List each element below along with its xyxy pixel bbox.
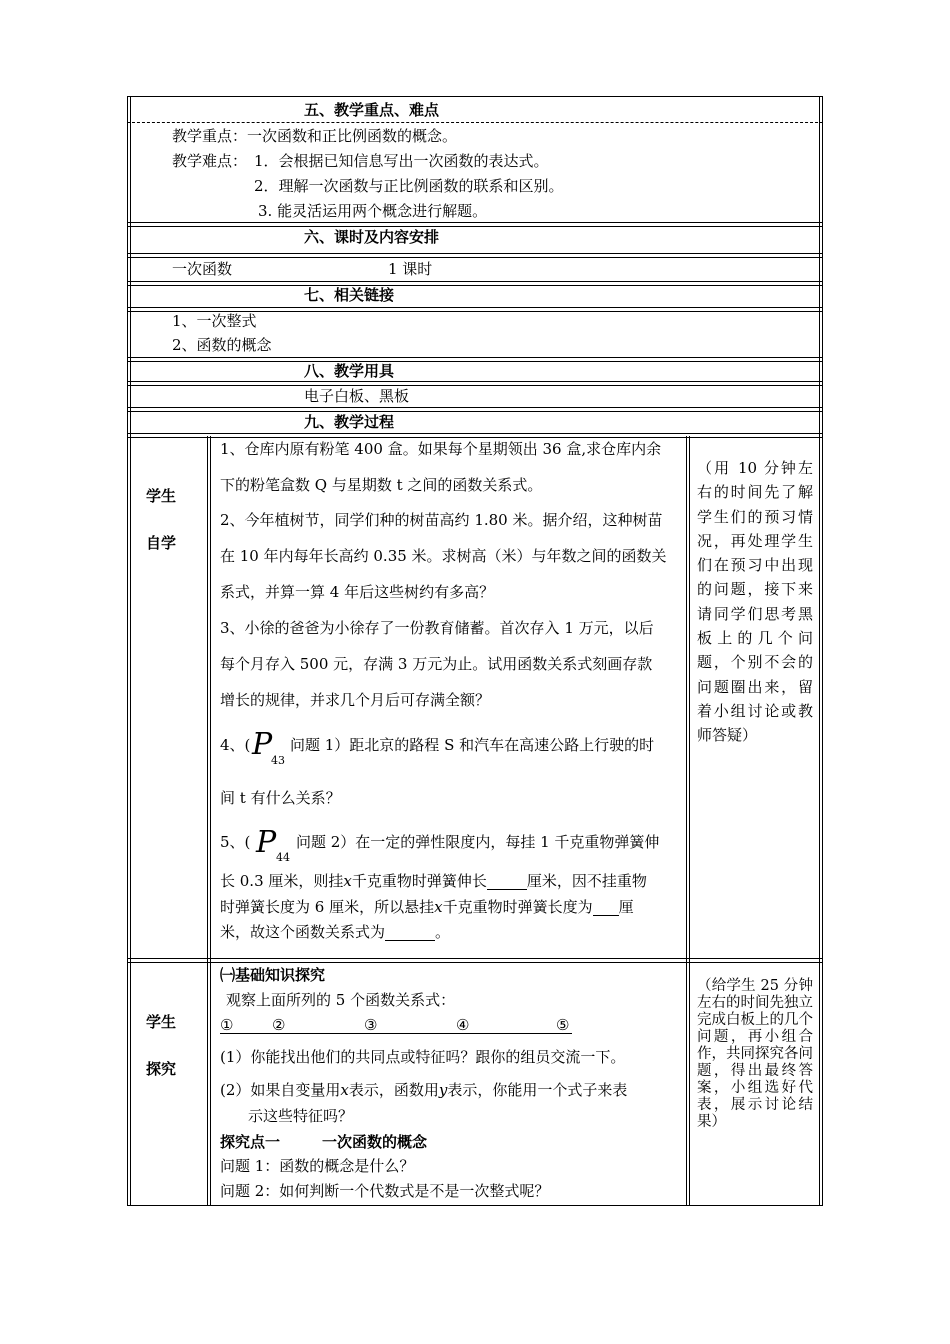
rule-before-s8 <box>127 357 823 362</box>
marker-2: ② <box>272 1016 286 1034</box>
q5-line2-c: 厘米，因不挂重物 <box>526 872 647 890</box>
explore-observe: 观察上面所列的 5 个函数关系式： <box>226 991 456 1009</box>
right-border-outer <box>822 96 823 1206</box>
marker-4: ④ <box>456 1016 470 1034</box>
rule-before-s7 <box>127 281 823 286</box>
q5-line4-a: 米，故这个函数关系式为 <box>220 923 386 941</box>
bottom-rule <box>127 1205 823 1206</box>
q2-line1: 2、今年植树节，同学们种的树苗高约 1.80 米。据介绍，这种树苗 <box>220 511 663 529</box>
col-divider-1a <box>207 436 208 1206</box>
q1-line2: 下的粉笔盒数 Q 与星期数 t 之间的函数关系式。 <box>220 476 543 494</box>
key-point-text: 教学重点：一次函数和正比例函数的概念。 <box>172 127 458 145</box>
rule-after-s8-title <box>127 381 823 386</box>
link-item-2: 2、函数的概念 <box>172 336 272 354</box>
rule-between-rows <box>127 958 823 963</box>
q2-line3: 系式，并算一算 4 年后这些树约有多高？ <box>220 583 495 601</box>
explore-q1: (1）你能找出他们的共同点或特征吗？跟你的组员交流一下。 <box>220 1048 626 1066</box>
explore-label-1: 学生 <box>146 1013 177 1031</box>
explore-point-label: 探究点一 <box>220 1133 281 1151</box>
explore-q2-line2: 示这些特征吗？ <box>248 1107 354 1125</box>
section6-title: 六、课时及内容安排 <box>304 228 440 246</box>
link-item-1: 1、一次整式 <box>172 312 257 330</box>
q5-line3-b: 千克重物时弹簧长度为 <box>442 898 593 916</box>
self-study-note: （用 10 分钟左右的时间先了解学生们的预习情况，再处理学生们在预习中出现的问题，接下来请同学们思考黑板上的几个问题，个别不会的问题圈出来，留着小组讨论或教师答疑） <box>697 459 813 745</box>
q3-line1: 3、小徐的爸爸为小徐存了一份教育储蓄。首次存入 1 万元，以后 <box>220 619 654 637</box>
marker-3: ③ <box>364 1016 378 1034</box>
explore-point-title: 一次函数的概念 <box>322 1133 428 1151</box>
q5-blank-2 <box>593 900 619 916</box>
teaching-tools: 电子白板、黑板 <box>304 387 410 405</box>
section7-title: 七、相关链接 <box>304 286 395 304</box>
q5-line3-a: 时弹簧长度为 6 厘米，所以悬挂 <box>220 898 435 916</box>
marker-1: ① <box>220 1016 234 1034</box>
section5-title: 五、教学重点、难点 <box>304 101 440 119</box>
q1-line1: 1、仓库内原有粉笔 400 盒。如果每个星期领出 36 盒,求仓库内余 <box>220 440 662 458</box>
rule-after-s9-title <box>127 433 823 438</box>
q5-line4 <box>220 925 450 941</box>
difficulty-1: 1．会根据已知信息写出一次函数的表达式。 <box>254 152 549 170</box>
rule-before-s6 <box>127 222 823 227</box>
q5-line2-a: 长 0.3 厘米，则挂 <box>220 872 344 890</box>
explore-problem-1: 问题 1：函数的概念是什么？ <box>220 1157 415 1175</box>
col-divider-2b <box>689 436 690 1206</box>
marker-5: ⑤ <box>556 1016 570 1034</box>
marker-underline <box>220 1033 572 1034</box>
difficulty-2: 2．理解一次函数与正比例函数的联系和区别。 <box>254 177 564 195</box>
explore-q2-x: x <box>340 1081 349 1099</box>
q5-line3-c: 厘 <box>618 898 634 916</box>
explore-q2-a: (2）如果自变量用 <box>220 1081 341 1099</box>
rule-after-s5-title <box>127 122 823 123</box>
self-study-label-2: 自学 <box>146 534 177 552</box>
col-divider-2a <box>686 436 687 1206</box>
p43-symbol: P <box>252 727 273 762</box>
rule-after-s6-title <box>127 253 823 258</box>
q3-line2: 每个月存入 500 元，存满 3 万元为止。试用函数关系式刻画存款 <box>220 655 653 673</box>
section9-title: 九、教学过程 <box>304 413 395 431</box>
schedule-hours: 1 课时 <box>388 260 433 278</box>
explore-q2-line1 <box>220 1083 627 1098</box>
col-divider-1b <box>210 436 211 1206</box>
q4-text: 问题 1）距北京的路程 S 和汽车在高速公路上行驶的时 <box>290 736 655 754</box>
q5-line2-b: 千克重物时弹簧伸长 <box>351 872 487 890</box>
explore-note: （给学生 25 分钟左右的时间先独立完成白板上的几个问题，再小组合作，共同探究各问题，得出最终答案，小组选好代表，展示讨论结果） <box>697 978 813 1130</box>
explore-problem-2: 问题 2：如何判断一个代数式是不是一次整式呢？ <box>220 1182 550 1200</box>
q5-prefix: 5、( <box>220 833 251 851</box>
q4-prefix: 4、( <box>220 736 251 754</box>
difficulty-label: 教学难点： <box>172 152 248 170</box>
rule-before-s9 <box>127 407 823 412</box>
self-study-label-1: 学生 <box>146 487 177 505</box>
section8-title: 八、教学用具 <box>304 362 395 380</box>
q5-line4-b: 。 <box>435 923 451 941</box>
explore-q2-c: 表示，你能用一个式子来表 <box>447 1081 628 1099</box>
q3-line3: 增长的规律，并求几个月后可存满全额？ <box>220 691 491 709</box>
q5-x1: x <box>343 872 352 890</box>
schedule-content: 一次函数 <box>172 260 233 278</box>
q5-blank-1 <box>487 874 527 890</box>
q2-line2: 在 10 年内每年长高约 0.35 米。求树高（米）与年数之间的函数关 <box>220 547 667 565</box>
right-border-inner <box>819 96 820 1206</box>
explore-heading: ㈠基础知识探究 <box>220 966 326 984</box>
difficulty-3: 3. 能灵活运用两个概念进行解题。 <box>258 202 488 220</box>
q5-line2 <box>220 874 647 890</box>
explore-q2-y: y <box>438 1081 448 1099</box>
q4-line2: 间 t 有什么关系？ <box>220 789 341 807</box>
q5-line3 <box>220 900 634 916</box>
q5-text: 问题 2）在一定的弹性限度内，每挂 1 千克重物弹簧伸 <box>296 833 660 851</box>
p44-symbol: P <box>256 825 277 860</box>
top-rule <box>127 96 823 97</box>
left-border-outer <box>127 96 128 1206</box>
q5-blank-3 <box>385 925 435 941</box>
left-border-inner <box>130 96 131 1206</box>
p43-subscript: 43 <box>271 754 285 767</box>
p44-subscript: 44 <box>276 851 290 864</box>
q5-x2: x <box>434 898 443 916</box>
explore-q2-b: 表示，函数用 <box>348 1081 439 1099</box>
explore-label-2: 探究 <box>146 1060 177 1078</box>
